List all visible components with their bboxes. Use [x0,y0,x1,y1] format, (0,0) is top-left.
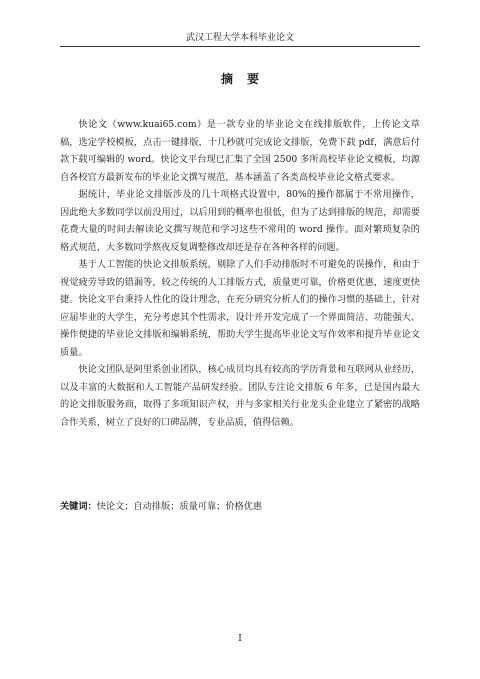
abstract-paragraph: 据统计，毕业论文排版涉及的几十项格式设置中，80%的操作都属于不常用操作，因此绝大多数同学以前没用过，以后用到的概率也很低，但为了达到排版的规范，却需要花费大量的时间去解读论文撰写规范和学习这些不常用的 word 操作。面对繁琐复杂的格式规范，大多数同学熬夜反复调整修改却还是存在各种各样的问题。 [60,189,420,253]
running-header: 武汉工程大学本科毕业论文 [60,30,420,47]
abstract-body [60,116,420,431]
abstract-paragraph: 快论文团队是阿里系创业团队，核心成员均具有较高的学历背景和互联网从业经历，以及丰富的大数据和人工智能产品研发经验。团队专注论文排版 6 年多，已是国内最大的论文排版服务商，取得了多项知识产权，并与多家相关行业龙头企业建立了紧密的战略合作关系，树立了良好的口碑品牌，专业品质，值得信赖。 [60,364,420,428]
abstract-title: 摘要 [220,72,273,86]
keywords-line [60,498,420,516]
abstract-paragraph: 基于人工智能的快论文排版系统，剔除了人们手动排版时不可避免的误操作，和由于视觉疲劳导致的错漏等，较之传统的人工排版方式，质量更可靠，价格更优惠，速度更快捷。快论文平台秉持人性化的设计理念，在充分研究分析人们的操作习惯的基础上，针对应届毕业的大学生，充分考虑其个性需求，设计并开发完成了一个界面简洁、功能强大、操作便捷的毕业论文排版和编辑系统，帮助大学生提高毕业论文写作效率和提升毕业论文质量。 [60,259,420,358]
abstract-paragraph: 快论文（www.kuai65.com）是一款专业的毕业论文在线排版软件，上传论文草稿，选定学校模板，点击一键排版，十几秒就可完成论文排版，免费下载 pdf，满意后付款下载可编辑的 word。快论文平台现已汇集了全国 2500 多所高校毕业论文模板，均源自各校官方最新发布的毕业论文撰写规范，基本涵盖了各类高校毕业论文格式要求。 [60,119,420,183]
keywords-label: 关键词： [60,501,97,512]
keywords-list: 快论文；自动排版；质量可靠；价格优惠 [96,501,263,512]
page-number: I [238,634,242,644]
